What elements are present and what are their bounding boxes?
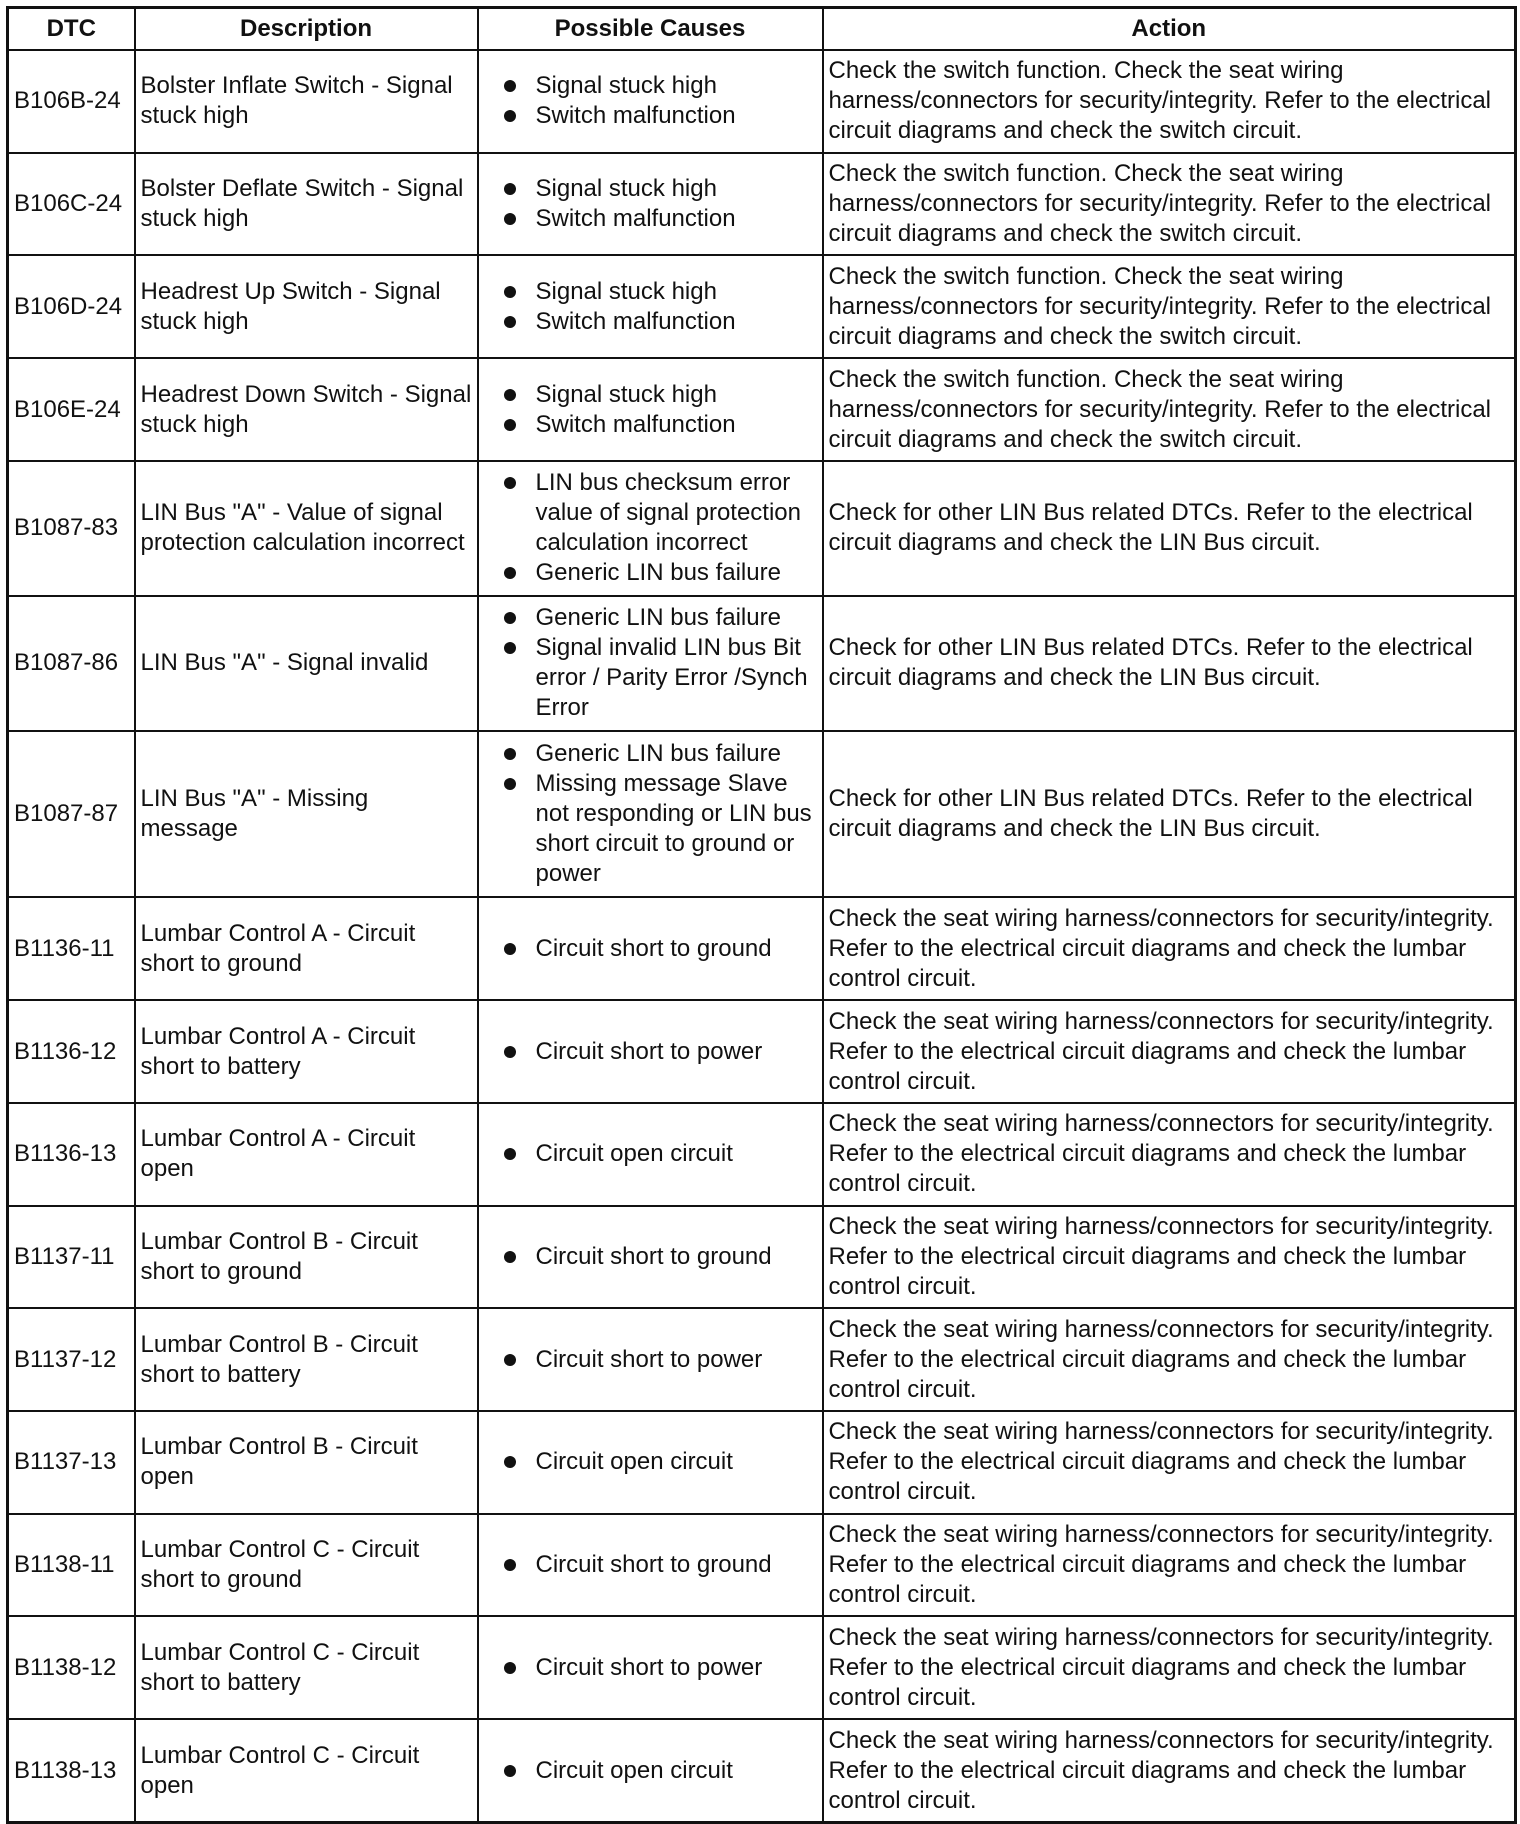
dtc-code: B1137-11 (8, 1206, 135, 1309)
causes-list (484, 1447, 817, 1477)
cause-item: Switch malfunction (484, 307, 817, 337)
dtc-action: Check the seat wiring harness/connectors for security/integrity. Refer to the electrical circuit diagrams and check the lumbar control circuit. (823, 1616, 1516, 1719)
causes-list (484, 174, 817, 234)
cause-item: Signal stuck high (484, 380, 817, 410)
dtc-action: Check the seat wiring harness/connectors for security/integrity. Refer to the electrical circuit diagrams and check the lumbar control circuit. (823, 1308, 1516, 1411)
causes-list (484, 1242, 817, 1272)
dtc-action: Check the seat wiring harness/connectors for security/integrity. Refer to the electrical circuit diagrams and check the lumbar control circuit. (823, 1206, 1516, 1309)
cause-item: Signal invalid LIN bus Bit error / Parity Error /Synch Error (484, 633, 817, 723)
dtc-action: Check for other LIN Bus related DTCs. Refer to the electrical circuit diagrams and check the LIN Bus circuit. (823, 596, 1516, 731)
dtc-code: B1136-13 (8, 1103, 135, 1206)
cause-item: Missing message Slave not responding or LIN bus short circuit to ground or power (484, 769, 817, 889)
table-row (8, 1514, 1516, 1617)
dtc-code: B1137-13 (8, 1411, 135, 1514)
header-description: Description (135, 8, 478, 51)
dtc-code: B1087-86 (8, 596, 135, 731)
dtc-action: Check the switch function. Check the seat wiring harness/connectors for security/integrity. Refer to the electrical circuit diagrams and check the switch circuit. (823, 50, 1516, 153)
cause-item: Circuit short to power (484, 1345, 817, 1375)
possible-causes (478, 897, 823, 1000)
possible-causes (478, 255, 823, 358)
dtc-action: Check for other LIN Bus related DTCs. Refer to the electrical circuit diagrams and check the LIN Bus circuit. (823, 461, 1516, 596)
dtc-action: Check the seat wiring harness/connectors for security/integrity. Refer to the electrical circuit diagrams and check the lumbar control circuit. (823, 1411, 1516, 1514)
cause-item: Circuit short to ground (484, 934, 817, 964)
table-row (8, 50, 1516, 153)
table-row (8, 153, 1516, 256)
cause-item: Circuit short to ground (484, 1242, 817, 1272)
dtc-description: Bolster Deflate Switch - Signal stuck high (135, 153, 478, 256)
possible-causes (478, 1616, 823, 1719)
causes-list (484, 1653, 817, 1683)
possible-causes (478, 731, 823, 898)
dtc-code: B106D-24 (8, 255, 135, 358)
dtc-description: Lumbar Control B - Circuit short to ground (135, 1206, 478, 1309)
dtc-code: B1138-12 (8, 1616, 135, 1719)
table-row (8, 596, 1516, 731)
cause-item: Generic LIN bus failure (484, 558, 817, 588)
header-row (8, 8, 1516, 51)
dtc-code: B1136-11 (8, 897, 135, 1000)
dtc-description: Headrest Down Switch - Signal stuck high (135, 358, 478, 461)
dtc-code: B1087-87 (8, 731, 135, 898)
table-row (8, 358, 1516, 461)
cause-item: Generic LIN bus failure (484, 739, 817, 769)
dtc-description: Lumbar Control A - Circuit open (135, 1103, 478, 1206)
cause-item: Switch malfunction (484, 101, 817, 131)
dtc-action: Check the seat wiring harness/connectors for security/integrity. Refer to the electrical circuit diagrams and check the lumbar control circuit. (823, 897, 1516, 1000)
dtc-code: B1087-83 (8, 461, 135, 596)
causes-list (484, 739, 817, 889)
table-header (8, 8, 1516, 51)
table-row (8, 1103, 1516, 1206)
dtc-action: Check for other LIN Bus related DTCs. Refer to the electrical circuit diagrams and check the LIN Bus circuit. (823, 731, 1516, 898)
dtc-code: B1138-13 (8, 1719, 135, 1822)
causes-list (484, 1139, 817, 1169)
table-row (8, 461, 1516, 596)
cause-item: LIN bus checksum error value of signal protection calculation incorrect (484, 468, 817, 558)
causes-list (484, 1756, 817, 1786)
dtc-code: B1138-11 (8, 1514, 135, 1617)
dtc-action: Check the seat wiring harness/connectors for security/integrity. Refer to the electrical circuit diagrams and check the lumbar control circuit. (823, 1103, 1516, 1206)
table-row (8, 1616, 1516, 1719)
dtc-table (6, 6, 1517, 1824)
dtc-description: Lumbar Control A - Circuit short to battery (135, 1000, 478, 1103)
causes-list (484, 603, 817, 723)
table-row (8, 1411, 1516, 1514)
possible-causes (478, 461, 823, 596)
dtc-description: LIN Bus "A" - Value of signal protection calculation incorrect (135, 461, 478, 596)
possible-causes (478, 1000, 823, 1103)
table-row (8, 1719, 1516, 1822)
table-row (8, 1000, 1516, 1103)
causes-list (484, 934, 817, 964)
possible-causes (478, 1514, 823, 1617)
dtc-code: B106E-24 (8, 358, 135, 461)
dtc-action: Check the seat wiring harness/connectors for security/integrity. Refer to the electrical circuit diagrams and check the lumbar control circuit. (823, 1514, 1516, 1617)
causes-list (484, 71, 817, 131)
cause-item: Circuit short to ground (484, 1550, 817, 1580)
table-row (8, 255, 1516, 358)
cause-item: Circuit short to power (484, 1037, 817, 1067)
cause-item: Generic LIN bus failure (484, 603, 817, 633)
dtc-code: B1137-12 (8, 1308, 135, 1411)
possible-causes (478, 1308, 823, 1411)
causes-list (484, 1037, 817, 1067)
cause-item: Circuit short to power (484, 1653, 817, 1683)
table-row (8, 897, 1516, 1000)
table-row (8, 731, 1516, 898)
cause-item: Signal stuck high (484, 71, 817, 101)
dtc-description: Lumbar Control C - Circuit short to ground (135, 1514, 478, 1617)
dtc-description: Lumbar Control C - Circuit open (135, 1719, 478, 1822)
causes-list (484, 380, 817, 440)
header-dtc: DTC (8, 8, 135, 51)
dtc-description: Lumbar Control B - Circuit open (135, 1411, 478, 1514)
cause-item: Circuit open circuit (484, 1756, 817, 1786)
possible-causes (478, 153, 823, 256)
possible-causes (478, 1206, 823, 1309)
dtc-code: B106B-24 (8, 50, 135, 153)
header-possible-causes: Possible Causes (478, 8, 823, 51)
dtc-description: Lumbar Control A - Circuit short to ground (135, 897, 478, 1000)
dtc-description: Headrest Up Switch - Signal stuck high (135, 255, 478, 358)
dtc-description: Bolster Inflate Switch - Signal stuck high (135, 50, 478, 153)
causes-list (484, 1345, 817, 1375)
cause-item: Signal stuck high (484, 174, 817, 204)
possible-causes (478, 358, 823, 461)
dtc-action: Check the seat wiring harness/connectors for security/integrity. Refer to the electrical circuit diagrams and check the lumbar control circuit. (823, 1719, 1516, 1822)
cause-item: Switch malfunction (484, 204, 817, 234)
possible-causes (478, 1719, 823, 1822)
causes-list (484, 277, 817, 337)
possible-causes (478, 50, 823, 153)
dtc-code: B106C-24 (8, 153, 135, 256)
dtc-action: Check the switch function. Check the seat wiring harness/connectors for security/integrity. Refer to the electrical circuit diagrams and check the switch circuit. (823, 255, 1516, 358)
table-row (8, 1308, 1516, 1411)
header-action: Action (823, 8, 1516, 51)
causes-list (484, 1550, 817, 1580)
cause-item: Circuit open circuit (484, 1447, 817, 1477)
cause-item: Switch malfunction (484, 410, 817, 440)
cause-item: Circuit open circuit (484, 1139, 817, 1169)
dtc-description: LIN Bus "A" - Missing message (135, 731, 478, 898)
table-body (8, 50, 1516, 1823)
cause-item: Signal stuck high (484, 277, 817, 307)
dtc-description: Lumbar Control C - Circuit short to battery (135, 1616, 478, 1719)
possible-causes (478, 1103, 823, 1206)
causes-list (484, 468, 817, 588)
dtc-description: LIN Bus "A" - Signal invalid (135, 596, 478, 731)
table-row (8, 1206, 1516, 1309)
dtc-action: Check the switch function. Check the seat wiring harness/connectors for security/integrity. Refer to the electrical circuit diagrams and check the switch circuit. (823, 358, 1516, 461)
dtc-description: Lumbar Control B - Circuit short to battery (135, 1308, 478, 1411)
possible-causes (478, 1411, 823, 1514)
dtc-action: Check the switch function. Check the seat wiring harness/connectors for security/integrity. Refer to the electrical circuit diagrams and check the switch circuit. (823, 153, 1516, 256)
possible-causes (478, 596, 823, 731)
dtc-action: Check the seat wiring harness/connectors for security/integrity. Refer to the electrical circuit diagrams and check the lumbar control circuit. (823, 1000, 1516, 1103)
dtc-code: B1136-12 (8, 1000, 135, 1103)
